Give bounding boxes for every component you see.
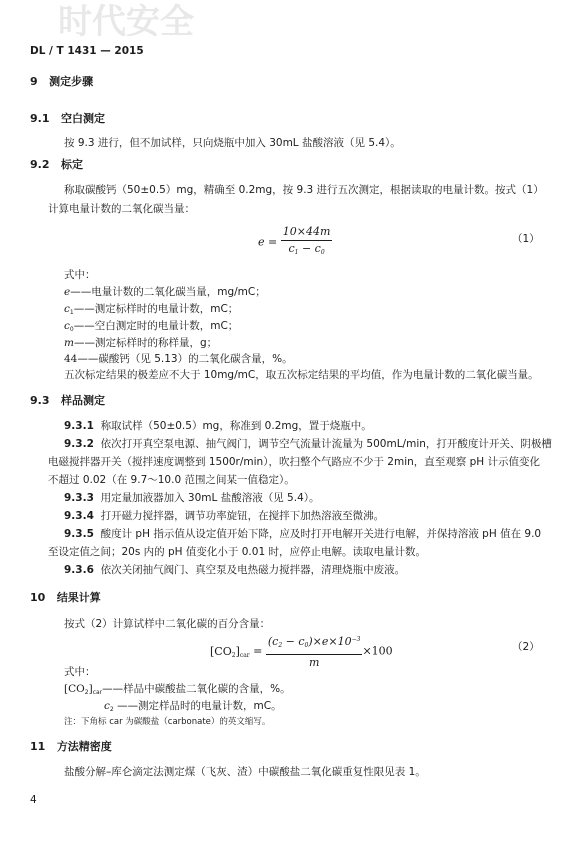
section-10-number: 10 bbox=[30, 591, 46, 604]
definition-44: 44——碳酸钙（见 5.13）的二氧化碳含量，%。 bbox=[64, 353, 293, 365]
definition-co2-car: $[CO_2]_{car}——$样品中碳酸盐二氧化碳的含量，%。 bbox=[64, 683, 291, 696]
section-9-3-number: 9.3 bbox=[30, 394, 50, 407]
section-9-2-title: 标定 bbox=[61, 158, 83, 171]
section-9-1-title: 空白测定 bbox=[61, 112, 105, 125]
equation-1 bbox=[258, 225, 332, 260]
section-9-3-heading bbox=[30, 394, 105, 408]
equation-2-numerator: $(c_2 - c_0)\times e\times 10^{-3}$ bbox=[266, 633, 363, 655]
definition-m: m——测定标样时的称样量，g； bbox=[64, 337, 218, 349]
section-9-2-number: 9.2 bbox=[30, 158, 50, 171]
equation-2-tail: ×100 bbox=[362, 644, 393, 658]
watermark: 时代安全 bbox=[58, 2, 194, 42]
item-9-3-4: 9.3.4 打开磁力搅拌器，调节功率旋钮，在搅拌下加热溶液至微沸。 bbox=[64, 510, 385, 522]
equation-2: $[CO_2]_{car}$ = $\frac{(c_2 - c_0)\times e\times 10^{-3}}{m}$ ×100 bbox=[210, 635, 393, 669]
equation-2-fraction bbox=[266, 633, 363, 670]
section-9-2-paragraph-3: 五次标定结果的极差应不大于 10mg/mC，取五次标定结果的平均值，作为电量计数的二氧化碳当量。 bbox=[64, 369, 539, 381]
section-11-text: 盐酸分解–库仑滴定法测定煤（飞灰、渣）中碳酸盐二氧化碳重复性限见表 1。 bbox=[64, 766, 426, 778]
equation-2-denominator: m bbox=[308, 656, 320, 669]
section-9-2-paragraph-line-1: 称取碳酸钙（50±0.5）mg，精确至 0.2mg，按 9.3 进行五次测定，根据读取的电量计数。按式（1） bbox=[64, 184, 544, 196]
section-11-title: 方法精密度 bbox=[56, 740, 112, 753]
section-9-number: 9 bbox=[30, 75, 38, 88]
section-10-intro: 按式（2）计算试样中二氧化碳的百分含量： bbox=[64, 618, 271, 630]
equation-1-denominator: $c_1 - c_0$ bbox=[288, 242, 325, 256]
equation-1-number: （1） bbox=[512, 233, 540, 245]
definition-c0: $c_0——$空白测定时的电量计数，mC； bbox=[64, 320, 239, 333]
section-9-heading bbox=[30, 75, 93, 89]
section-9-title: 测定步骤 bbox=[49, 75, 94, 88]
document-code: DL / T 1431 — 2015 bbox=[30, 45, 144, 57]
definition-c2: $c_2$ ——测定样品时的电量计数，mC。 bbox=[104, 700, 282, 713]
section-10-title: 结果计算 bbox=[56, 591, 101, 604]
section-10-where: 式中： bbox=[64, 666, 96, 678]
section-9-1-number: 9.1 bbox=[30, 112, 50, 125]
item-9-3-5: 9.3.5 酸度计 pH 指示值从设定值开始下降，应及时打开电解开关进行电解，并保持溶液 pH 值在 9.0 bbox=[64, 528, 542, 540]
definition-c1: $c_1——$测定标样时的电量计数，mC； bbox=[64, 303, 239, 316]
section-11-number: 11 bbox=[30, 740, 46, 753]
definition-e: e——电量计数的二氧化碳当量，mg/mC； bbox=[64, 286, 266, 298]
section-10-note: 注：下角标 car 为碳酸盐（carbonate）的英文缩写。 bbox=[64, 717, 271, 727]
equation-1-numerator: 10×44m bbox=[281, 225, 333, 241]
equation-1-lhs: e = bbox=[258, 235, 278, 249]
item-9-3-2: 9.3.2 依次打开真空泵电源、抽气阀门，调节空气流量计流量为 500mL/min，打开酸度计开关、阴极槽 bbox=[64, 438, 552, 450]
item-9-3-6: 9.3.6 依次关闭抽气阀门、真空泵及电热磁力搅拌器，清理烧瓶中废液。 bbox=[64, 564, 406, 576]
section-9-2-paragraph-line-2: 计算电量计数的二氧化碳当量： bbox=[48, 203, 195, 215]
section-9-3-title: 样品测定 bbox=[61, 394, 105, 407]
section-9-2-where: 式中： bbox=[64, 269, 96, 281]
page-number: 4 bbox=[30, 794, 37, 806]
section-9-2-heading bbox=[30, 158, 83, 172]
section-9-1-text: 按 9.3 进行，但不加试样，只向烧瓶中加入 30mL 盐酸溶液（见 5.4）。 bbox=[64, 137, 401, 149]
section-9-1-heading bbox=[30, 112, 105, 126]
item-9-3-3: 9.3.3 用定量加液器加入 30mL 盐酸溶液（见 5.4）。 bbox=[64, 492, 320, 504]
equation-2-lhs: $[CO_2]_{car}$ bbox=[210, 644, 250, 659]
item-9-3-2-line-2: 电磁搅拌器开关（搅拌速度调整到 1500r/min），吹扫整个气路应不少于 2min，直至观察 pH 计示值变化 bbox=[48, 456, 541, 468]
item-9-3-5-line-2: 至设定值之间；20s 内的 pH 值变化小于 0.01 时，应停止电解。读取电量计数。 bbox=[48, 546, 426, 558]
item-9-3-1: 9.3.1 称取试样（50±0.5）mg，称准到 0.2mg，置于烧瓶中。 bbox=[64, 420, 372, 432]
section-10-heading bbox=[30, 591, 101, 605]
equation-1-fraction bbox=[281, 225, 333, 260]
item-9-3-2-line-3: 不超过 0.02（在 9.7～10.0 范围之间某一值稳定）。 bbox=[48, 474, 295, 486]
section-11-heading bbox=[30, 740, 112, 754]
equation-2-number: （2） bbox=[512, 641, 540, 653]
